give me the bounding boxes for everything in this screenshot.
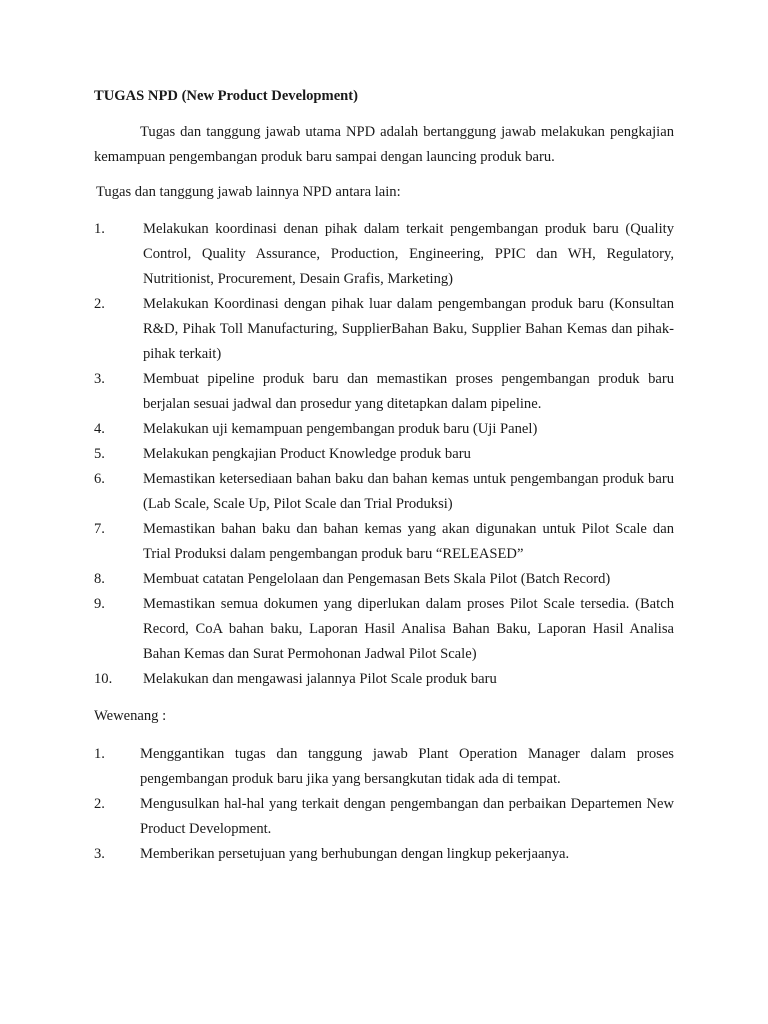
tasks-list <box>94 217 674 692</box>
task-text: Memastikan ketersediaan bahan baku dan bahan kemas untuk pengembangan produk baru (Lab Scale, Scale Up, Pilot Scale dan Trial Produksi) <box>143 471 674 512</box>
task-text: Melakukan uji kemampuan pengembangan produk baru (Uji Panel) <box>143 421 538 437</box>
authority-number: 1. <box>94 746 105 762</box>
tasks-heading: Tugas dan tanggung jawab lainnya NPD antara lain: <box>96 184 401 200</box>
authority-text: Menggantikan tugas dan tanggung jawab Plant Operation Manager dalam proses pengembangan produk baru jika yang bersangkutan tidak ada di tempat. <box>140 746 674 787</box>
authority-text: Memberikan persetujuan yang berhubungan dengan lingkup pekerjaanya. <box>140 846 570 862</box>
authority-list <box>94 742 674 867</box>
task-text: Memastikan semua dokumen yang diperlukan dalam proses Pilot Scale tersedia. (Batch Record, CoA bahan baku, Laporan Hasil Analisa Bahan Baku, Laporan Hasil Analisa Bahan Kemas dan Surat Permohonan Jadwal Pilot Scale) <box>143 596 674 662</box>
task-text: Membuat pipeline produk baru dan memastikan proses pengembangan produk baru berjalan sesuai jadwal dan prosedur yang ditetapkan dalam pipeline. <box>143 371 674 412</box>
task-item <box>94 292 674 367</box>
intro-paragraph <box>94 120 674 170</box>
task-item <box>94 592 674 667</box>
authority-item <box>94 792 674 842</box>
task-item <box>94 467 674 517</box>
task-number: 10. <box>94 671 113 687</box>
authority-number: 3. <box>94 846 105 862</box>
task-item <box>94 442 674 467</box>
intro-text: Tugas dan tanggung jawab utama NPD adalah bertanggung jawab melakukan pengkajian kemampuan pengembangan produk baru sampai dengan launcing produk baru. <box>94 124 674 165</box>
document-title: TUGAS NPD (New Product Development) <box>94 88 359 104</box>
task-number: 5. <box>94 446 105 462</box>
task-text: Melakukan koordinasi denan pihak dalam terkait pengembangan produk baru (Quality Control, Quality Assurance, Production, Engineering, PPIC dan WH, Regulatory, Nutritionist, Procurement, Desain Grafis, Marketing) <box>143 221 674 287</box>
task-number: 1. <box>94 221 105 237</box>
task-item <box>94 567 674 592</box>
authority-item <box>94 842 674 867</box>
authority-text: Mengusulkan hal-hal yang terkait dengan pengembangan dan perbaikan Departemen New Product Development. <box>140 796 674 837</box>
task-text: Melakukan dan mengawasi jalannya Pilot Scale produk baru <box>143 671 497 687</box>
task-number: 2. <box>94 296 105 312</box>
task-text: Memastikan bahan baku dan bahan kemas yang akan digunakan untuk Pilot Scale dan Trial Produksi dalam pengembangan produk baru “RELEASED” <box>143 521 674 562</box>
task-item <box>94 667 674 692</box>
task-number: 7. <box>94 521 105 537</box>
task-item <box>94 417 674 442</box>
authority-heading: Wewenang : <box>94 708 167 724</box>
authority-number: 2. <box>94 796 105 812</box>
task-item <box>94 217 674 292</box>
task-number: 8. <box>94 571 105 587</box>
task-text: Melakukan Koordinasi dengan pihak luar dalam pengembangan produk baru (Konsultan R&D, Pihak Toll Manufacturing, SupplierBahan Baku, Supplier Bahan Kemas dan pihak-pihak terkait) <box>143 296 674 362</box>
task-text: Melakukan pengkajian Product Knowledge produk baru <box>143 446 471 462</box>
task-number: 4. <box>94 421 105 437</box>
task-text: Membuat catatan Pengelolaan dan Pengemasan Bets Skala Pilot (Batch Record) <box>143 571 611 587</box>
task-number: 3. <box>94 371 105 387</box>
authority-item <box>94 742 674 792</box>
task-number: 6. <box>94 471 105 487</box>
task-item <box>94 367 674 417</box>
task-item <box>94 517 674 567</box>
document-page <box>94 84 674 867</box>
task-number: 9. <box>94 596 105 612</box>
